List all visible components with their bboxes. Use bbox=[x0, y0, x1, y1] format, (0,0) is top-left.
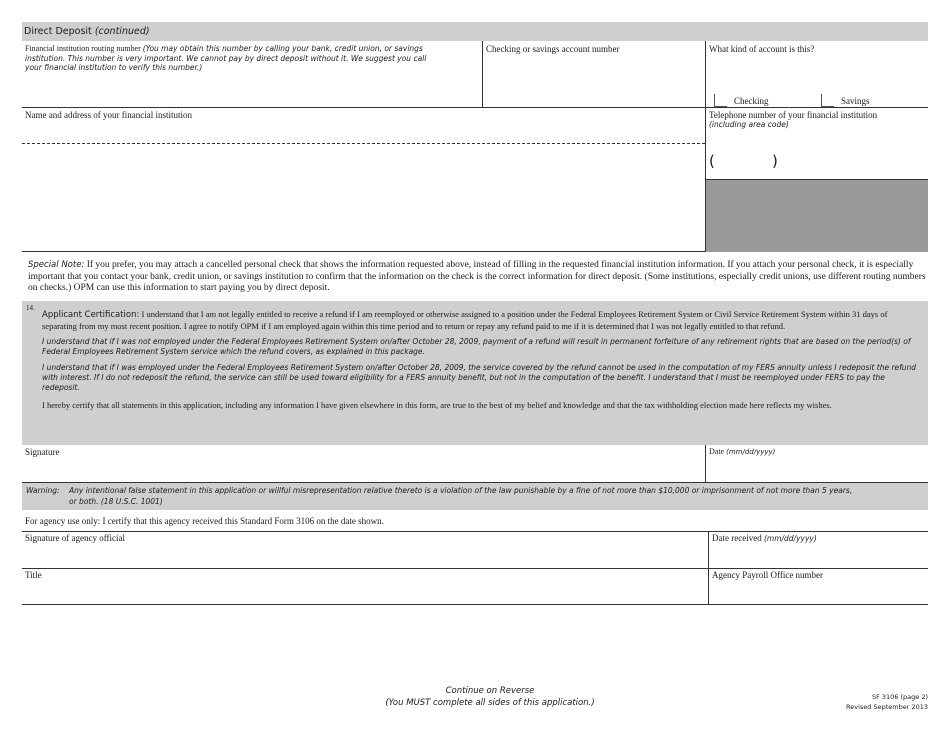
account-kind-label: What kind of account is this? bbox=[709, 44, 815, 54]
signature-field[interactable] bbox=[22, 445, 706, 483]
account-kind-field bbox=[706, 41, 928, 108]
certification-title: Applicant Certification: bbox=[42, 310, 140, 320]
payroll-office-field[interactable] bbox=[709, 569, 928, 605]
warning-line-2: or both. (18 U.S.C. 1001) bbox=[69, 497, 163, 506]
item-number: 14. bbox=[26, 304, 35, 312]
continue-text: Continue on Reverse bbox=[445, 686, 535, 696]
form-id: SF 3106 (page 2) bbox=[871, 693, 928, 701]
payroll-office-label: Agency Payroll Office number bbox=[712, 570, 824, 580]
account-label: Checking or savings account number bbox=[486, 44, 620, 54]
special-note-lead: Special Note: bbox=[28, 260, 85, 270]
agency-official-field[interactable] bbox=[22, 532, 709, 568]
signature-date-field[interactable] bbox=[706, 445, 928, 483]
phone-label: Telephone number of your financial institution bbox=[709, 110, 878, 120]
certification-para-1: I understand that I am not legally entitled to receive a refund if I am reemployed or otherwise assigned to a position under the Federal Employees Retirement System or Civil Service Retirement System within 31 days of separating from my most recent position. I agree to notify OPM if I am employed again within this time period and to return or repay any refund paid to me if it is determined that I was not legally entitled to that refund. bbox=[42, 309, 888, 331]
phone-note: (including area code) bbox=[709, 120, 789, 129]
routing-number-field[interactable] bbox=[22, 41, 483, 108]
checking-checkbox[interactable] bbox=[714, 94, 727, 107]
institution-field[interactable] bbox=[22, 108, 706, 252]
certification-para-2: I understand that if I was not employed under the Federal Employees Retirement System on/after October 28, 2009, payment of a refund will result in permanent forfeiture of any retirement rights that are based on the period(s) of Federal Employees Retirement System service which the refund covers, as explained in this package. bbox=[42, 337, 911, 356]
date-label: Date bbox=[709, 447, 725, 456]
certification-para-4: I hereby certify that all statements in this application, including any information I have given elsewhere in this form, are true to the best of my belief and knowledge and that the tax withholding election made here reflects my wishes. bbox=[42, 400, 832, 410]
special-note-text: If you prefer, you may attach a cancelled personal check that shows the information requested above, instead of filling in the requested financial institution information. If you attach your personal check, it is especially important that you contact your bank, credit union, or savings institution to confirm that the information on the check is the correct information for direct deposit. (Some institutions, especially credit unions, use different routing numbers on checks.) OPM can use this information to start paying you by direct deposit. bbox=[28, 260, 926, 293]
routing-note: (You may obtain this number by calling your bank, credit union, or savings institution. This number is very important. We cannot pay by direct deposit without it. We suggest you call your financial institution to verify this number.) bbox=[25, 44, 427, 72]
date-received-field[interactable] bbox=[709, 532, 928, 568]
signature-label: Signature bbox=[25, 447, 60, 457]
section-title: Direct Deposit bbox=[24, 26, 92, 37]
date-received-format: (mm/dd/yyyy) bbox=[763, 534, 817, 543]
date-received-label: Date received bbox=[712, 533, 762, 543]
revised-date: Revised September 2013 bbox=[846, 703, 928, 711]
warning-line-1: Any intentional false statement in this application or willful misrepresentation relative thereto is a violation of the law punishable by a fine of not more than $10,000 or imprisonment of not more than 5 years, bbox=[69, 486, 853, 495]
institution-label: Name and address of your financial institution bbox=[25, 110, 192, 120]
routing-label: Financial institution routing number bbox=[25, 44, 141, 53]
shaded-block bbox=[706, 180, 928, 252]
date-format: (mm/dd/yyyy) bbox=[726, 448, 776, 456]
dashed-divider bbox=[22, 143, 705, 144]
title-field[interactable] bbox=[22, 569, 709, 605]
savings-label: Savings bbox=[841, 96, 870, 106]
warning-block bbox=[22, 483, 928, 510]
section-suffix: (continued) bbox=[94, 26, 150, 37]
special-note bbox=[28, 260, 926, 295]
agency-official-label: Signature of agency official bbox=[25, 533, 126, 543]
section-header bbox=[22, 22, 928, 41]
phone-close-paren: ) bbox=[772, 152, 778, 170]
must-complete-text: (You MUST complete all sides of this application.) bbox=[385, 698, 595, 708]
phone-open-paren: ( bbox=[709, 152, 715, 170]
certification-para-3: I understand that if I was employed under the Federal Employees Retirement System on/after October 28, 2009, the service covered by the refund cannot be used in the computation of my FERS annuity unless I redeposit the refund with interest. If I do not redeposit the refund, the service can still be used toward eligibility for a FERS annuity benefit, but not in the computation of the benefit. I understand that I must be reemployed under FERS to pay the redeposit. bbox=[42, 363, 917, 392]
agency-intro: For agency use only: I certify that this agency received this Standard Form 3106 on the date shown. bbox=[25, 516, 384, 526]
savings-checkbox[interactable] bbox=[821, 94, 834, 107]
checking-label: Checking bbox=[734, 96, 769, 106]
phone-field[interactable] bbox=[706, 108, 928, 180]
title-label: Title bbox=[25, 570, 42, 580]
certification-block bbox=[22, 301, 928, 445]
account-number-field[interactable] bbox=[483, 41, 706, 108]
warning-lead: Warning: bbox=[26, 486, 60, 495]
